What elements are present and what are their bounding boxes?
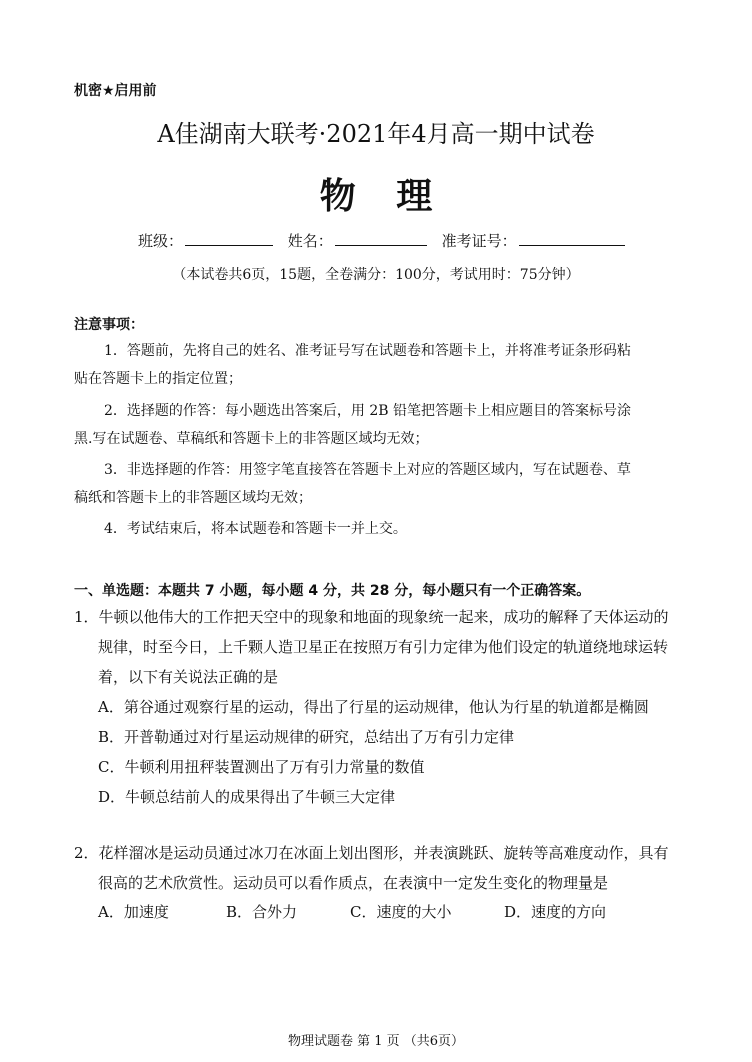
exam-number-label: 准考证号：: [441, 232, 517, 250]
notice-line: 稿纸和答题卡上的非答题区域均无效；: [74, 490, 312, 506]
class-label: 班级：: [138, 232, 184, 250]
notice-line: 3．非选择题的作答：用签字笔直接答在答题卡上对应的答题区域内，写在试题卷、草: [104, 462, 631, 478]
name-blank[interactable]: [335, 231, 427, 246]
question-1-option-d: D．牛顿总结前人的成果得出了牛顿三大定律: [98, 788, 396, 806]
notice-line: 4．考试结束后，将本试题卷和答题卡一并上交。: [104, 521, 407, 537]
question-2-stem: 2．花样溜冰是运动员通过冰刀在冰面上划出图形，并表演跳跃、旋转等高难度动作，具有: [74, 844, 669, 862]
section-heading: 一、单选题：本题共 7 小题，每小题 4 分，共 28 分，每小题只有一个正确答案。: [74, 583, 591, 599]
question-2-option-d: D．速度的方向: [504, 903, 607, 921]
student-info-row: [138, 230, 635, 251]
question-2-stem: 很高的艺术欣赏性。运动员可以看作质点，在表演中一定发生变化的物理量是: [98, 874, 609, 892]
exam-number-blank[interactable]: [519, 231, 625, 246]
question-2-option-a: A．加速度: [98, 903, 169, 921]
page-footer: 物理试题卷 第 1 页 （共6页）: [287, 1034, 465, 1049]
notice-heading: 注意事项：: [74, 317, 144, 333]
notice-line: 1．答题前，先将自己的姓名、准考证号写在试题卷和答题卡上，并将准考证条形码粘: [104, 343, 631, 359]
exam-title: A佳湖南大联考·2021年4月高一期中试卷: [157, 120, 595, 148]
question-1-option-b: B．开普勒通过对行星运动规律的研究，总结出了万有引力定律: [98, 728, 515, 746]
question-2-option-c: C．速度的大小: [350, 903, 452, 921]
question-1-option-c: C．牛顿利用扭秤装置测出了万有引力常量的数值: [98, 758, 425, 776]
confidential-label: 机密★启用前: [74, 83, 157, 99]
class-blank[interactable]: [185, 231, 273, 246]
notice-line: 2．选择题的作答：每小题选出答案后，用 2B 铅笔把答题卡上相应题目的答案标号涂: [104, 403, 632, 419]
question-1-stem: 规律，时至今日，上千颗人造卫星正在按照万有引力定律为他们设定的轨道绕地球运转: [98, 638, 669, 656]
question-1-option-a: A．第谷通过观察行星的运动，得出了行星的运动规律，他认为行星的轨道都是椭圆: [98, 698, 649, 716]
question-1-stem: 着，以下有关说法正确的是: [98, 668, 279, 686]
question-2-option-b: B．合外力: [226, 903, 298, 921]
notice-line: 黑.写在试题卷、草稿纸和答题卡上的非答题区域均无效；: [74, 431, 429, 447]
exam-meta: （本试卷共6页，15题，全卷满分：100分，考试用时：75分钟）: [172, 267, 580, 283]
name-label: 姓名：: [287, 232, 333, 250]
notice-line: 贴在答题卡上的指定位置；: [74, 371, 242, 387]
question-1-stem: 1．牛顿以他伟大的工作把天空中的现象和地面的现象统一起来，成功的解释了天体运动的: [74, 608, 669, 626]
subject-title: 物 理: [319, 176, 447, 217]
